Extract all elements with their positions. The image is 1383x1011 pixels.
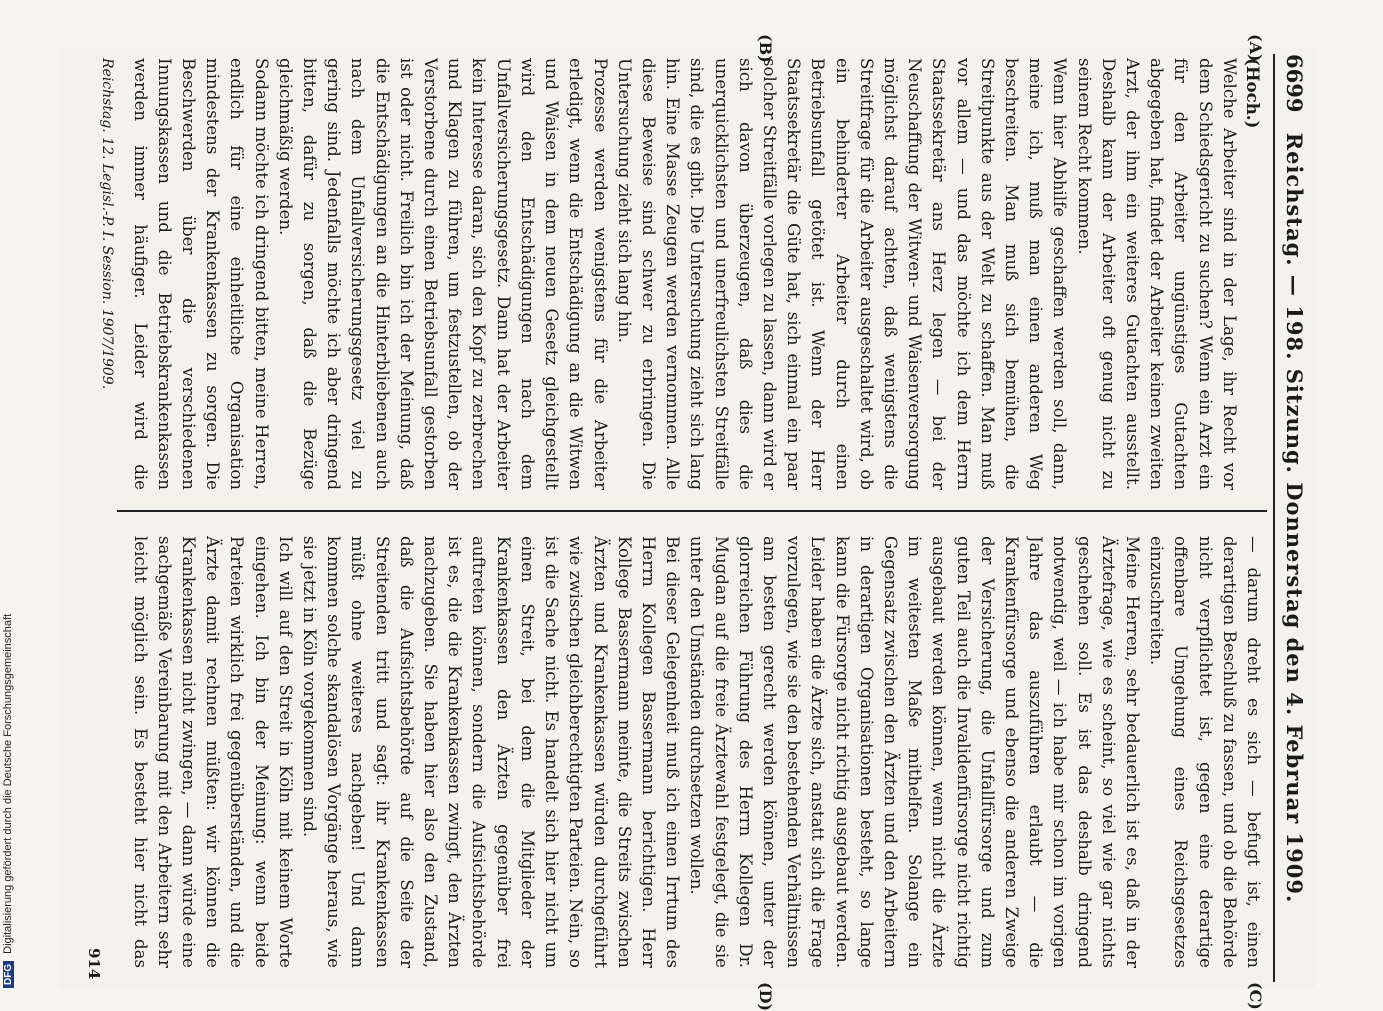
margin-mark-d: (D) — [756, 982, 775, 1011]
credit-text: Digitalisierung gefördert durch die Deutsche Forschungsgemeinschaft — [2, 613, 14, 954]
footer-reference: Reichstag. 12. Legisl.-P. I. Session. 1907/1909. — [99, 58, 115, 390]
column-divider — [117, 510, 1267, 512]
dfg-logo: DFG — [3, 961, 14, 988]
paragraph: — darum dreht es sich — befugt ist, einen derartigen Beschluß zu fassen, und ob die Behörde nicht verpflichtet ist, gegen eine derartige offenbare Umgehung eines Reichsgesetzes einzuschreiten. — [1147, 536, 1263, 968]
paragraph: Wenn hier Abhilfe geschaffen werden soll, dann, meine ich, muß man einen anderen Weg beschreiten. Man muß sich bemühen, die Streitpunkte aus der Welt zu schaffen. Man muß vor allem — und das möchte ich dem Herrn Staatssekretär ans Herz legen — bei der Neuschaffung der Witwen- und Waisenversorgung möglichst darauf achten, daß wenigstens die Streitfrage für die Arbeiter ausgeschaltet wird, ob ein behinderter Arbeiter durch einen Betriebsunfall getötet ist. Wenn der Herr Staatssekretär die Güte hat, sich einmal ein paar solcher Streitfälle vorlegen zu lassen, dann wird er sich davon überzeugen, daß dies die unerquicklichsten und unerfreulichsten Streitfälle sind, die es gibt. Die Untersuchung zieht sich lang hin. Eine Masse Zeugen werden vernommen. Alle diese Beweise sind schwer zu erbringen. Die Untersuchung zieht sich lang hin. — [614, 58, 1070, 490]
paragraph: Sodann möchte ich dringend bitten, meine Herren, endlich für eine einheitliche Organisation mindestens der Krankenkassen zu sorgen. Die Beschwerden über die verschiedenen Innungskassen und die Betriebskrankenkassen werden immer häufiger. Leider wird die — [130, 58, 271, 490]
margin-mark-c: (C) — [1246, 982, 1265, 1010]
paragraph: Meine Herren, sehr bedauerlich ist es, daß in der Ärztefrage, wie es scheint, so viel wie gar nichts geschehen soll. Es ist das deshalb dringend notwendig, weil — ich habe mir schon im vorigen Jahre das auszuführen erlaubt — die Krankenfürsorge und ebenso die anderen Zweige der Versicherung, die Unfallfürsorge und zum guten Teil auch die Invalidenfürsorge nicht richtig ausgebaut werden können, wenn nicht die Ärzte im weitesten Maße mithelfen. Solange ein Gegensatz zwischen den Ärzten und den Arbeitern in derartigen Organisationen besteht, so lange kann die Fürsorge nicht richtig ausgebaut werden. Leider haben die Ärzte sich, anstatt sich die Frage vorzulegen, wie sie den bestehenden Verhältnissen am besten gerecht werden können, unter der glorreichen Führung des Herrn Kollegen Dr. Mugdan auf die freie Ärztewahl festgelegt, die sie unter den Umständen durchsetzen wollen. — [687, 536, 1142, 968]
document-page — [60, 34, 1315, 1011]
page-title: Reichstag. — 198. Sitzung. Donnerstag den 4. Februar 1909. — [1282, 132, 1307, 904]
left-text-column — [125, 58, 1265, 490]
right-text-column — [125, 536, 1265, 968]
page-number: 6699 — [1282, 54, 1307, 113]
paragraph: Ich will auf den Streit in Köln mit keinem Worte eingehen. Ich bin der Meinung: wenn beide Parteien wirklich frei gegenüberständen, und die Ärzte damit rechnen müßten: wir können die Krankenkassen nicht zwingen, — dann würde eine sachgemäße Vereinbarung mit den Arbeitern sehr leicht möglich sein. Es besteht hier nicht das — [130, 536, 295, 968]
margin-mark-b: (B) — [756, 34, 775, 63]
page-header — [1273, 54, 1313, 982]
paragraph: Bei dieser Gelegenheit muß ich einen Irrtum des Herrn Kollegen Bassermann berichtigen. Herr Kollege Bassermann meinte, die Streits zwischen Ärzten und Krankenkassen würden durchgeführt wie zwischen gleichberechtigten Parteien. Nein, so ist die Sache nicht. Es handelt sich hier nicht um einen Streit, bei dem die Mitglieder der Krankenkassen den Ärzten gegenüber frei auftreten können, sondern die Aufsichtsbehörde ist es, die die Krankenkassen zwingt, den Ärzten nachzugeben. Sie haben hier also den Zustand, daß die Aufsichtsbehörde auf die Seite der Streitenden tritt und sagt: ihr Krankenkassen müßt ohne weiteres nachgeben! Und dann kommen solche skandalösen Vorgänge heraus, wie sie jetzt in Köln vorgekommen sind. — [300, 536, 683, 968]
footer-page-number: 914 — [85, 948, 103, 980]
digitization-credit — [2, 0, 14, 988]
paragraph: Prozesse werden wenigstens für die Arbeiter erledigt, wenn die Entschädigung an die Witwen und Waisen in dem neuen Gesetz gleichgestellt wird den Entschädigungen nach dem Unfallversicherungsgesetz. Dann hat der Arbeiter kein Interesse daran, sich den Kopf zu zerbrechen und Klagen zu führen, um festzustellen, ob der Verstorbene durch einen Betriebsunfall gestorben ist oder nicht. Freilich bin ich der Meinung, daß die Entschädigungen an die Hinterbliebenen auch nach dem Unfallversicherungsgesetz viel zu gering sind. Jedenfalls möchte ich aber dringend bitten, dafür zu sorgen, daß die Bezüge gleichmäßig werden. — [275, 58, 610, 490]
speaker-label: (Hoch.) — [1243, 58, 1263, 129]
paragraph: Welche Arbeiter sind in der Lage, ihr Recht vor dem Schiedsgericht zu suchen? Wenn ein Arzt ein für den Arbeiter ungünstiges Gutachten abgegeben hat, findet der Arbeiter keinen zweiten Arzt, der ihm ein weiteres Gutachten ausstellt. Deshalb kann der Arbeiter oft genug nicht zu seinem Recht kommen. — [1074, 58, 1239, 490]
margin-mark-a: (A) — [1246, 34, 1265, 62]
